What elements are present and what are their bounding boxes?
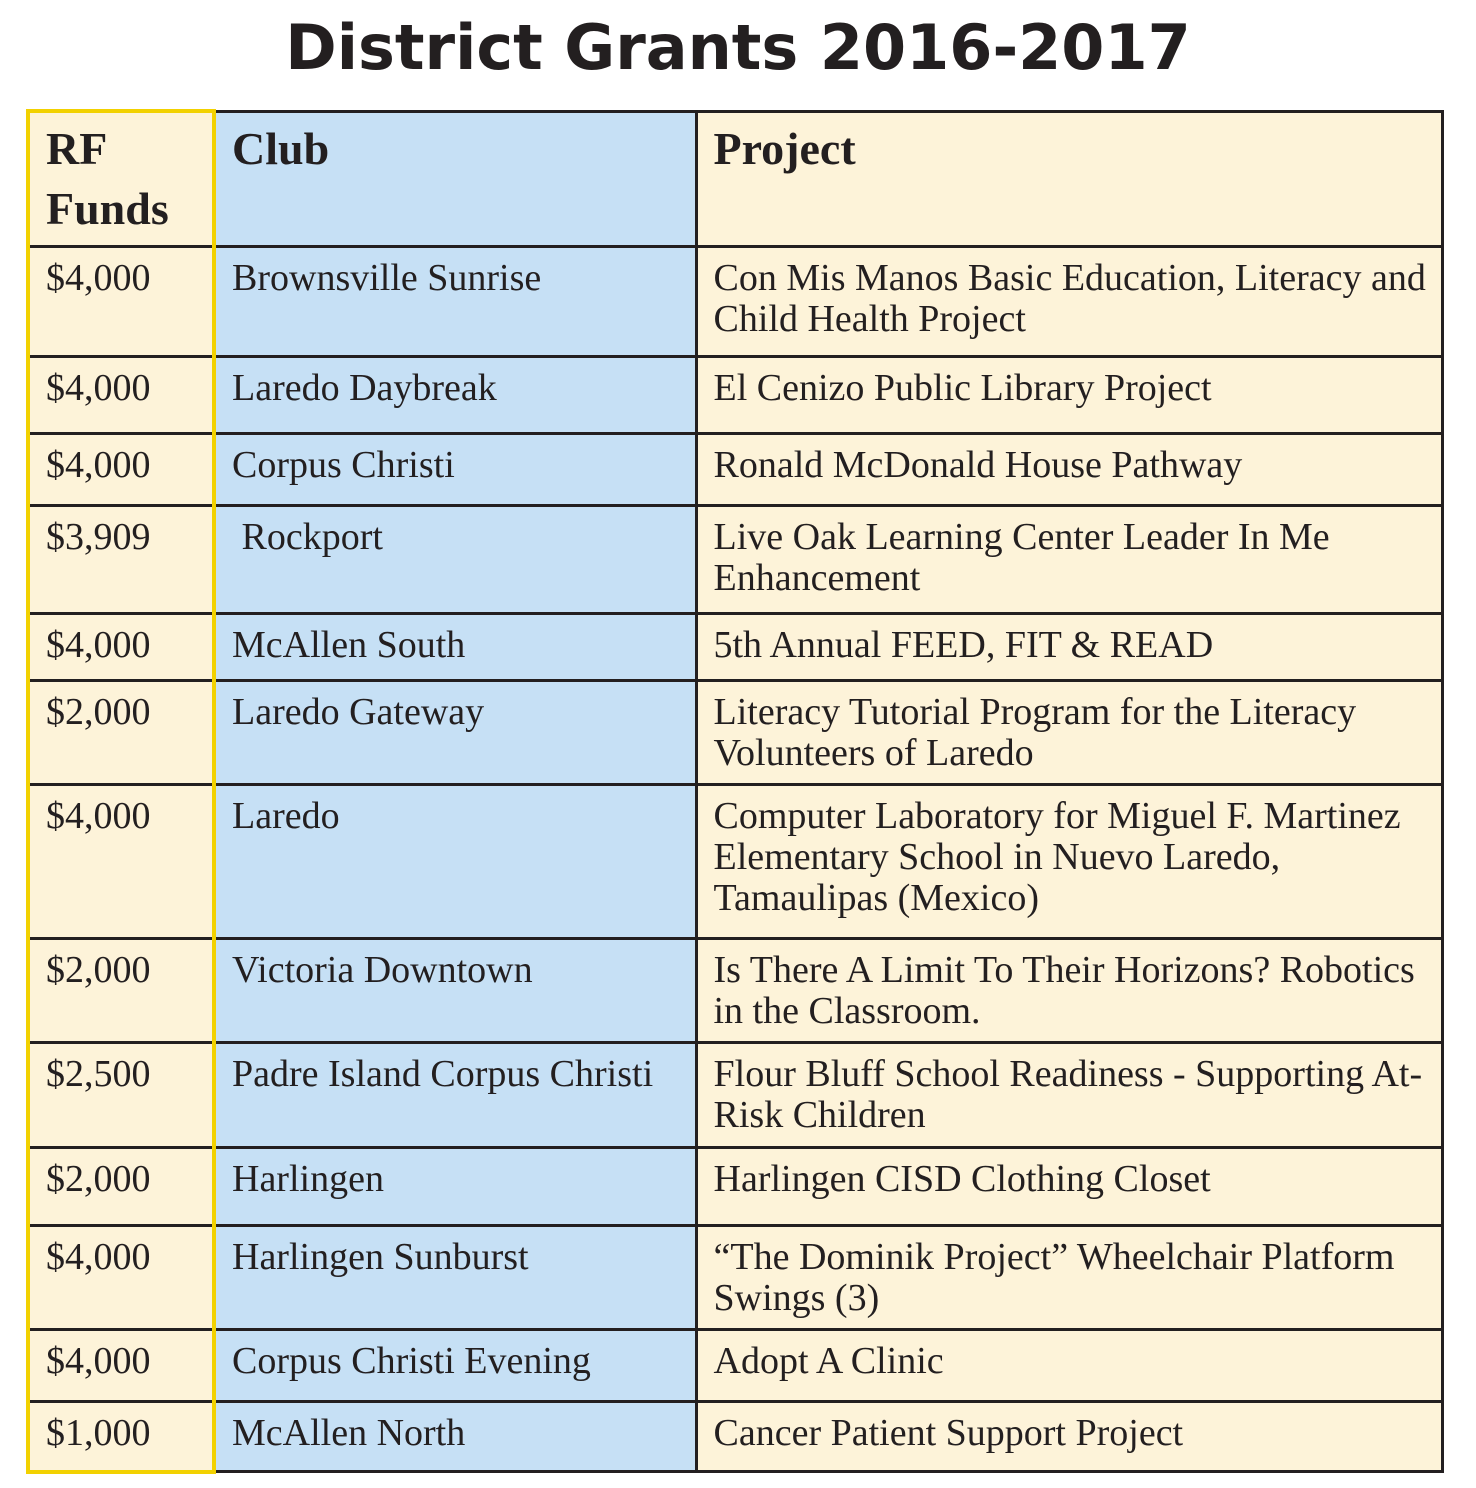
rf-funds-cell: $4,000 bbox=[28, 247, 214, 357]
rf-funds-cell: $4,000 bbox=[28, 1226, 214, 1330]
rf-funds-cell: $3,909 bbox=[28, 506, 214, 614]
table-header-row bbox=[28, 111, 1442, 247]
club-cell: Padre Island Corpus Christi bbox=[214, 1043, 696, 1148]
rf-funds-cell: $1,000 bbox=[28, 1402, 214, 1472]
page-title: District Grants 2016-2017 bbox=[285, 11, 1191, 84]
rf-funds-cell: $4,000 bbox=[28, 434, 214, 506]
table-row bbox=[28, 1226, 1442, 1330]
header-club: Club bbox=[214, 111, 696, 247]
project-cell: Harlingen CISD Clothing Closet bbox=[696, 1148, 1442, 1226]
club-cell: Rockport bbox=[214, 506, 696, 614]
rf-funds-cell: $4,000 bbox=[28, 357, 214, 434]
table-row bbox=[28, 1043, 1442, 1148]
header-rf-funds: RF Funds bbox=[28, 111, 214, 247]
rf-funds-cell: $2,000 bbox=[28, 1148, 214, 1226]
table-row bbox=[28, 247, 1442, 357]
club-cell: Victoria Downtown bbox=[214, 939, 696, 1043]
table-row bbox=[28, 1330, 1442, 1402]
club-cell: Harlingen bbox=[214, 1148, 696, 1226]
project-cell: Cancer Patient Support Project bbox=[696, 1402, 1442, 1472]
project-cell: Con Mis Manos Basic Education, Literacy and Child Health Project bbox=[696, 247, 1442, 357]
project-cell: Literacy Tutorial Program for the Literacy Volunteers of Laredo bbox=[696, 681, 1442, 785]
project-cell: Adopt A Clinic bbox=[696, 1330, 1442, 1402]
table-row bbox=[28, 1148, 1442, 1226]
club-cell: McAllen South bbox=[214, 614, 696, 681]
grants-table bbox=[26, 109, 1444, 1474]
rf-funds-cell: $4,000 bbox=[28, 614, 214, 681]
project-cell: Is There A Limit To Their Horizons? Robotics in the Classroom. bbox=[696, 939, 1442, 1043]
rf-funds-cell: $2,000 bbox=[28, 681, 214, 785]
club-cell: Corpus Christi Evening bbox=[214, 1330, 696, 1402]
header-project: Project bbox=[696, 111, 1442, 247]
rf-funds-cell: $2,000 bbox=[28, 939, 214, 1043]
table-row bbox=[28, 681, 1442, 785]
rf-funds-cell: $4,000 bbox=[28, 1330, 214, 1402]
project-cell: “The Dominik Project” Wheelchair Platform Swings (3) bbox=[696, 1226, 1442, 1330]
project-cell: Computer Laboratory for Miguel F. Martinez Elementary School in Nuevo Laredo, Tamaulipas (Mexico) bbox=[696, 785, 1442, 939]
table-row bbox=[28, 785, 1442, 939]
rf-funds-cell: $2,500 bbox=[28, 1043, 214, 1148]
club-cell: Laredo bbox=[214, 785, 696, 939]
rf-funds-cell: $4,000 bbox=[28, 785, 214, 939]
club-cell: Laredo Daybreak bbox=[214, 357, 696, 434]
club-cell: Brownsville Sunrise bbox=[214, 247, 696, 357]
table-row bbox=[28, 939, 1442, 1043]
table-row bbox=[28, 506, 1442, 614]
table-row bbox=[28, 614, 1442, 681]
project-cell: Flour Bluff School Readiness - Supporting At-Risk Children bbox=[696, 1043, 1442, 1148]
table-row bbox=[28, 434, 1442, 506]
project-cell: Live Oak Learning Center Leader In Me Enhancement bbox=[696, 506, 1442, 614]
project-cell: Ronald McDonald House Pathway bbox=[696, 434, 1442, 506]
club-cell: Corpus Christi bbox=[214, 434, 696, 506]
table-row bbox=[28, 1402, 1442, 1472]
club-cell: Harlingen Sunburst bbox=[214, 1226, 696, 1330]
club-cell: Laredo Gateway bbox=[214, 681, 696, 785]
project-cell: 5th Annual FEED, FIT & READ bbox=[696, 614, 1442, 681]
club-cell: McAllen North bbox=[214, 1402, 696, 1472]
table-row bbox=[28, 357, 1442, 434]
project-cell: El Cenizo Public Library Project bbox=[696, 357, 1442, 434]
